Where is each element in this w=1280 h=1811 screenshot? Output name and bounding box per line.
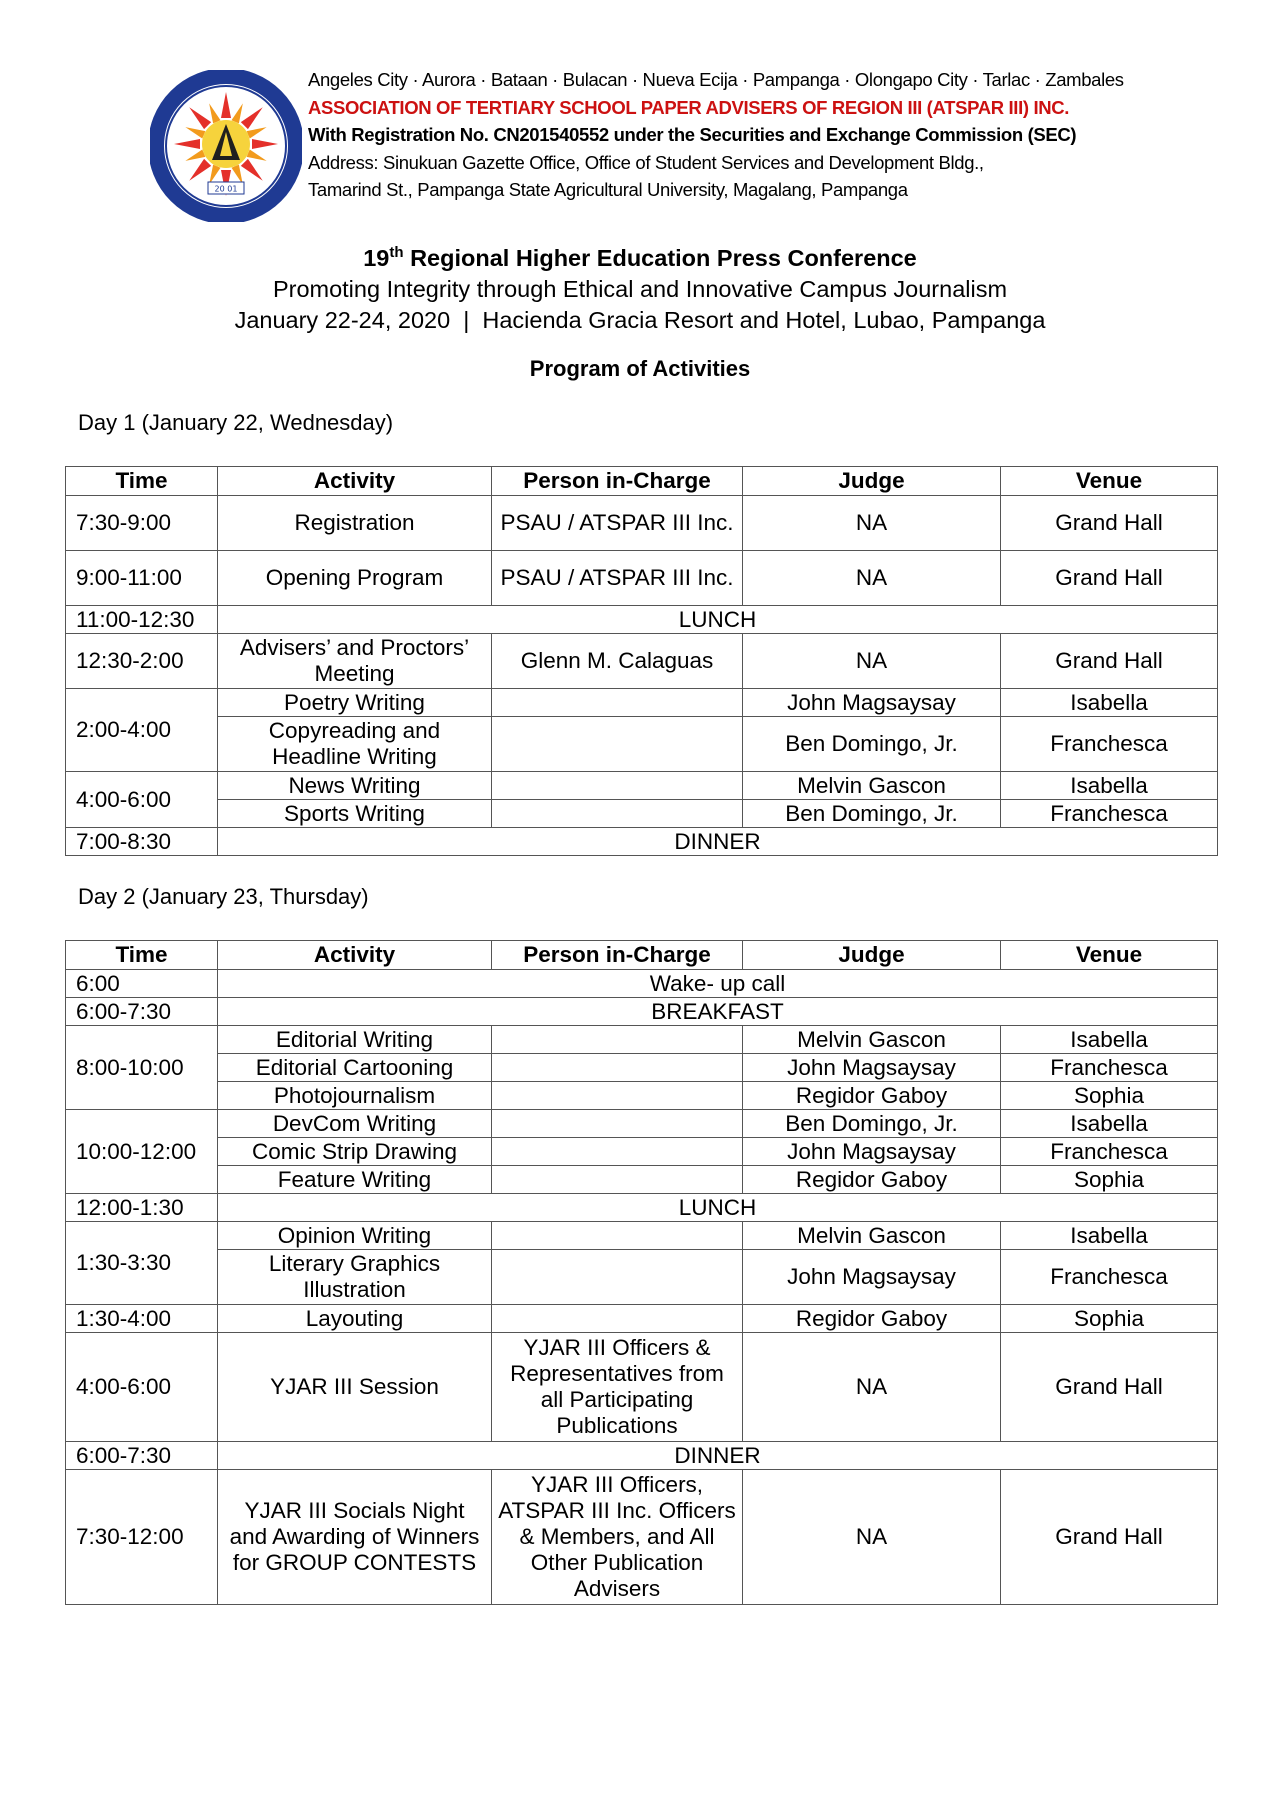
venue-cell: Isabella bbox=[1001, 689, 1218, 717]
person-in-charge-cell bbox=[492, 689, 743, 717]
time-cell: 8:00-10:00 bbox=[66, 1026, 218, 1110]
person-in-charge-cell bbox=[492, 1054, 743, 1082]
day2-label: Day 2 (January 23, Thursday) bbox=[78, 884, 369, 909]
person-in-charge-cell: YJAR III Officers & Representatives from all Participating Publications bbox=[492, 1333, 743, 1442]
break-cell: DINNER bbox=[218, 1442, 1218, 1470]
atspar-seal-logo bbox=[150, 70, 302, 222]
column-header: Person in-Charge bbox=[492, 467, 743, 496]
time-cell: 7:30-9:00 bbox=[66, 496, 218, 551]
table-row bbox=[66, 1194, 1218, 1222]
address-line-2: Tamarind St., Pampanga State Agricultural University, Magalang, Pampanga bbox=[308, 179, 908, 200]
association-name: ASSOCIATION OF TERTIARY SCHOOL PAPER ADVISERS OF REGION III (ATSPAR III) INC. bbox=[308, 96, 1070, 118]
venue-cell: Isabella bbox=[1001, 1026, 1218, 1054]
conference-ordinal-suffix: th bbox=[389, 244, 404, 261]
venue-cell: Grand Hall bbox=[1001, 1470, 1218, 1605]
table-row bbox=[66, 998, 1218, 1026]
person-in-charge-cell bbox=[492, 1138, 743, 1166]
time-cell: 12:00-1:30 bbox=[66, 1194, 218, 1222]
time-cell: 11:00-12:30 bbox=[66, 606, 218, 634]
time-cell: 6:00-7:30 bbox=[66, 998, 218, 1026]
table-row bbox=[66, 772, 1218, 800]
judge-cell: Regidor Gaboy bbox=[743, 1166, 1001, 1194]
person-in-charge-cell bbox=[492, 772, 743, 800]
break-cell: LUNCH bbox=[218, 606, 1218, 634]
time-cell: 10:00-12:00 bbox=[66, 1110, 218, 1194]
table-row bbox=[66, 1082, 1218, 1110]
judge-cell: Ben Domingo, Jr. bbox=[743, 717, 1001, 772]
day1-schedule-table bbox=[65, 466, 1218, 856]
activity-cell: Editorial Writing bbox=[218, 1026, 492, 1054]
activity-cell: Editorial Cartooning bbox=[218, 1054, 492, 1082]
day2-schedule-table bbox=[65, 940, 1218, 1605]
break-cell: LUNCH bbox=[218, 1194, 1218, 1222]
judge-cell: NA bbox=[743, 551, 1001, 606]
column-header: Venue bbox=[1001, 941, 1218, 970]
activity-cell: Opinion Writing bbox=[218, 1222, 492, 1250]
venue-cell: Franchesca bbox=[1001, 1054, 1218, 1082]
table-row bbox=[66, 1054, 1218, 1082]
table-row bbox=[66, 551, 1218, 606]
activity-cell: DevCom Writing bbox=[218, 1110, 492, 1138]
activity-cell: Literary Graphics Illustration bbox=[218, 1250, 492, 1305]
table-header-row bbox=[66, 467, 1218, 496]
table-row bbox=[66, 496, 1218, 551]
table-row bbox=[66, 689, 1218, 717]
column-header: Venue bbox=[1001, 467, 1218, 496]
judge-cell: John Magsaysay bbox=[743, 1250, 1001, 1305]
activity-cell: YJAR III Session bbox=[218, 1333, 492, 1442]
time-cell: 6:00-7:30 bbox=[66, 1442, 218, 1470]
judge-cell: John Magsaysay bbox=[743, 1054, 1001, 1082]
activity-cell: Advisers’ and Proctors’ Meeting bbox=[218, 634, 492, 689]
activity-cell: Opening Program bbox=[218, 551, 492, 606]
column-header: Activity bbox=[218, 941, 492, 970]
time-cell: 7:00-8:30 bbox=[66, 828, 218, 856]
table-row bbox=[66, 1110, 1218, 1138]
venue-cell: Isabella bbox=[1001, 1222, 1218, 1250]
time-cell: 4:00-6:00 bbox=[66, 1333, 218, 1442]
judge-cell: NA bbox=[743, 496, 1001, 551]
table-header-row bbox=[66, 941, 1218, 970]
activity-cell: News Writing bbox=[218, 772, 492, 800]
conference-ordinal: 19 bbox=[363, 244, 390, 271]
table-row bbox=[66, 828, 1218, 856]
time-cell: 1:30-3:30 bbox=[66, 1222, 218, 1305]
person-in-charge-cell bbox=[492, 1082, 743, 1110]
person-in-charge-cell: YJAR III Officers, ATSPAR III Inc. Officers & Members, and All Other Publication Advisers bbox=[492, 1470, 743, 1605]
activity-cell: Feature Writing bbox=[218, 1166, 492, 1194]
judge-cell: Regidor Gaboy bbox=[743, 1082, 1001, 1110]
judge-cell: Melvin Gascon bbox=[743, 772, 1001, 800]
svg-text:20 01: 20 01 bbox=[214, 184, 238, 194]
person-in-charge-cell bbox=[492, 1026, 743, 1054]
judge-cell: NA bbox=[743, 1333, 1001, 1442]
conference-title-text: Regional Higher Education Press Conference bbox=[410, 244, 917, 271]
venue-cell: Franchesca bbox=[1001, 717, 1218, 772]
judge-cell: NA bbox=[743, 634, 1001, 689]
time-cell: 12:30-2:00 bbox=[66, 634, 218, 689]
person-in-charge-cell: PSAU / ATSPAR III Inc. bbox=[492, 496, 743, 551]
conference-theme: Promoting Integrity through Ethical and Innovative Campus Journalism bbox=[272, 275, 1008, 302]
venue-cell: Franchesca bbox=[1001, 800, 1218, 828]
venue-cell: Franchesca bbox=[1001, 1138, 1218, 1166]
activity-cell: Registration bbox=[218, 496, 492, 551]
table-row bbox=[66, 1470, 1218, 1605]
letterhead-text bbox=[308, 66, 1188, 204]
table-row bbox=[66, 1442, 1218, 1470]
venue-cell: Grand Hall bbox=[1001, 634, 1218, 689]
table-row bbox=[66, 1333, 1218, 1442]
letterhead bbox=[150, 66, 1180, 226]
time-cell: 1:30-4:00 bbox=[66, 1305, 218, 1333]
activity-cell: Layouting bbox=[218, 1305, 492, 1333]
venue-cell: Franchesca bbox=[1001, 1250, 1218, 1305]
person-in-charge-cell: PSAU / ATSPAR III Inc. bbox=[492, 551, 743, 606]
table-row bbox=[66, 1222, 1218, 1250]
table-row bbox=[66, 1138, 1218, 1166]
venue-cell: Sophia bbox=[1001, 1166, 1218, 1194]
activity-cell: Poetry Writing bbox=[218, 689, 492, 717]
person-in-charge-cell bbox=[492, 1166, 743, 1194]
judge-cell: John Magsaysay bbox=[743, 1138, 1001, 1166]
judge-cell: Melvin Gascon bbox=[743, 1026, 1001, 1054]
table-row bbox=[66, 606, 1218, 634]
venue-cell: Isabella bbox=[1001, 1110, 1218, 1138]
person-in-charge-cell: Glenn M. Calaguas bbox=[492, 634, 743, 689]
table-row bbox=[66, 634, 1218, 689]
activity-cell: Sports Writing bbox=[218, 800, 492, 828]
person-in-charge-cell bbox=[492, 1110, 743, 1138]
person-in-charge-cell bbox=[492, 800, 743, 828]
program-title: Program of Activities bbox=[529, 356, 751, 381]
activity-cell: Copyreading and Headline Writing bbox=[218, 717, 492, 772]
table-row bbox=[66, 717, 1218, 772]
table-row bbox=[66, 1166, 1218, 1194]
break-cell: Wake- up call bbox=[218, 970, 1218, 998]
venue-cell: Grand Hall bbox=[1001, 496, 1218, 551]
table-row bbox=[66, 800, 1218, 828]
table-row bbox=[66, 970, 1218, 998]
break-cell: DINNER bbox=[218, 828, 1218, 856]
time-cell: 7:30-12:00 bbox=[66, 1470, 218, 1605]
column-header: Time bbox=[66, 941, 218, 970]
person-in-charge-cell bbox=[492, 1250, 743, 1305]
column-header: Activity bbox=[218, 467, 492, 496]
registration-line: With Registration No. CN201540552 under the Securities and Exchange Commission (SEC) bbox=[308, 124, 1077, 145]
time-cell: 4:00-6:00 bbox=[66, 772, 218, 828]
address-line-1: Address: Sinukuan Gazette Office, Office of Student Services and Development Bldg., bbox=[308, 151, 984, 173]
conference-title bbox=[0, 237, 1280, 274]
venue-cell: Grand Hall bbox=[1001, 551, 1218, 606]
conference-title-block bbox=[0, 237, 1280, 336]
day1-label: Day 1 (January 22, Wednesday) bbox=[78, 410, 394, 435]
judge-cell: NA bbox=[743, 1470, 1001, 1605]
time-cell: 6:00 bbox=[66, 970, 218, 998]
activity-cell: YJAR III Socials Night and Awarding of Winners for GROUP CONTESTS bbox=[218, 1470, 492, 1605]
judge-cell: Melvin Gascon bbox=[743, 1222, 1001, 1250]
judge-cell: John Magsaysay bbox=[743, 689, 1001, 717]
activity-cell: Photojournalism bbox=[218, 1082, 492, 1110]
judge-cell: Regidor Gaboy bbox=[743, 1305, 1001, 1333]
venue-cell: Isabella bbox=[1001, 772, 1218, 800]
column-header: Person in-Charge bbox=[492, 941, 743, 970]
column-header: Time bbox=[66, 467, 218, 496]
venue-cell: Sophia bbox=[1001, 1082, 1218, 1110]
venue-cell: Grand Hall bbox=[1001, 1333, 1218, 1442]
time-cell: 9:00-11:00 bbox=[66, 551, 218, 606]
person-in-charge-cell bbox=[492, 1305, 743, 1333]
judge-cell: Ben Domingo, Jr. bbox=[743, 800, 1001, 828]
table-row bbox=[66, 1250, 1218, 1305]
judge-cell: Ben Domingo, Jr. bbox=[743, 1110, 1001, 1138]
time-cell: 2:00-4:00 bbox=[66, 689, 218, 772]
column-header: Judge bbox=[743, 941, 1001, 970]
column-header: Judge bbox=[743, 467, 1001, 496]
person-in-charge-cell bbox=[492, 1222, 743, 1250]
person-in-charge-cell bbox=[492, 717, 743, 772]
activity-cell: Comic Strip Drawing bbox=[218, 1138, 492, 1166]
provinces-line: Angeles City · Aurora · Bataan · Bulacan · Nueva Ecija · Pampanga · Olongapo City · Tarlac · Zambales bbox=[308, 69, 1124, 90]
venue-cell: Sophia bbox=[1001, 1305, 1218, 1333]
break-cell: BREAKFAST bbox=[218, 998, 1218, 1026]
conference-date-venue: January 22-24, 2020 | Hacienda Gracia Resort and Hotel, Lubao, Pampanga bbox=[234, 306, 1046, 333]
table-row bbox=[66, 1026, 1218, 1054]
table-row bbox=[66, 1305, 1218, 1333]
